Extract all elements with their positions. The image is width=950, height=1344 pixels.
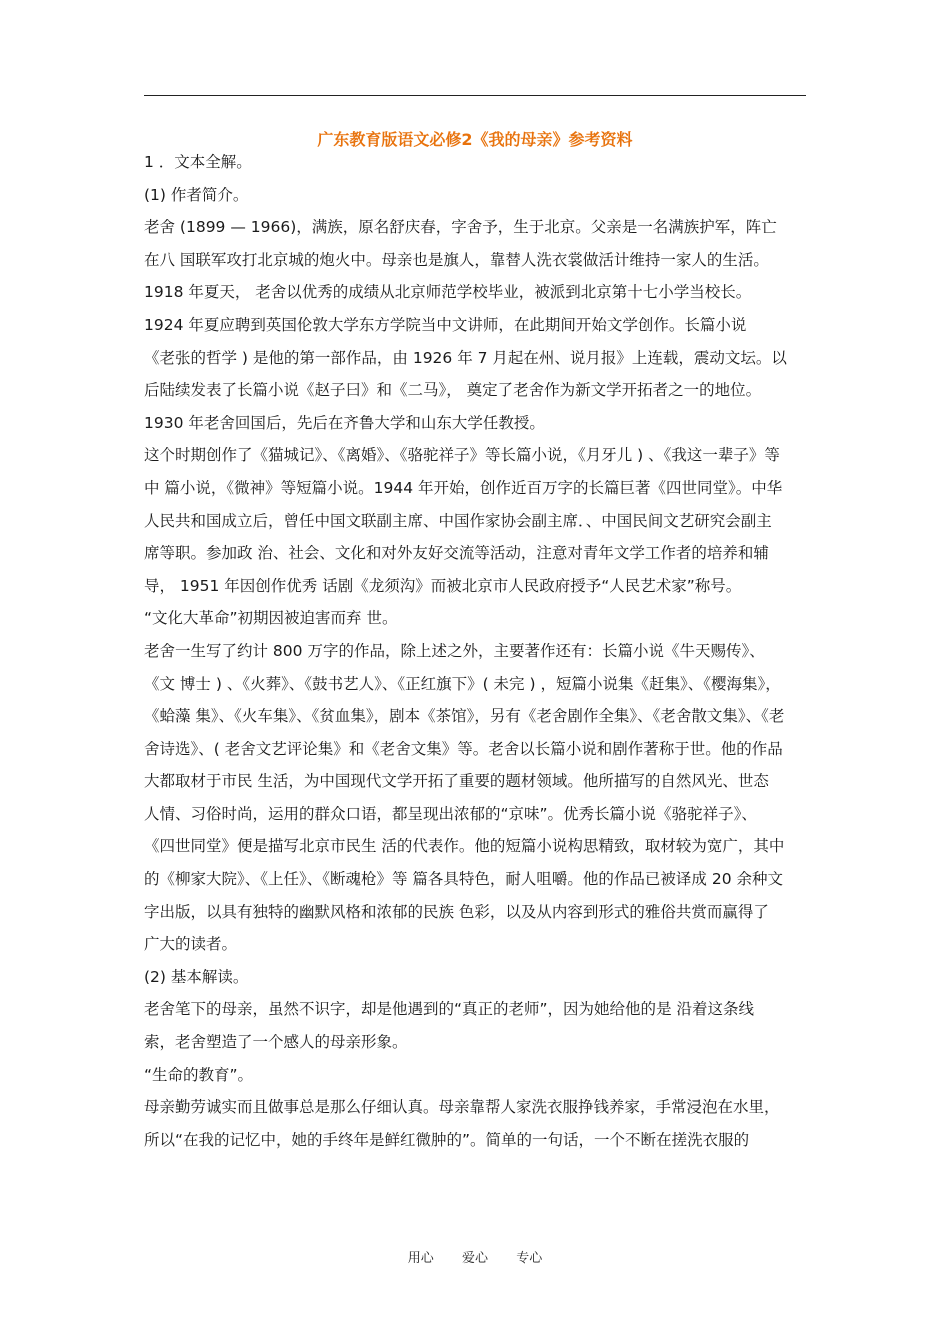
body-line: 这个时期创作了《猫城记》、《离婚》、《骆驼祥子》等长篇小说，《月牙儿 ) 、《我这一辈子》等 xyxy=(144,446,780,465)
body-line: “文化大革命”初期因被迫害而弃 世。 xyxy=(144,609,398,628)
body-line: 所以“在我的记忆中，她的手终年是鲜红微肿的”。简单的一句话，一个不断在搓洗衣服的 xyxy=(144,1130,750,1149)
body-line: 老舍一生写了约计 800 万字的作品，除上述之外，主要著作还有：长篇小说《牛天赐传》、 xyxy=(144,641,765,660)
header-rule xyxy=(144,95,806,96)
body-line: 字出版，以具有独特的幽默风格和浓郁的民族 色彩，以及从内容到形式的雅俗共赏而赢得了 xyxy=(144,902,769,921)
body-line: 舍诗选》、( 老舍文艺评论集》和《老舍文集》等。老舍以长篇小说和剧作著称于世。他的作品 xyxy=(144,739,783,758)
body-line: “生命的教育”。 xyxy=(144,1065,254,1084)
body-line: (2) 基本解读。 xyxy=(144,967,249,986)
body-line: 人情、习俗时尚，运用的群众口语，都呈现出浓郁的“京味”。优秀长篇小说《骆驼祥子》、 xyxy=(144,804,757,823)
body-line: 1930 年老舍回国后，先后在齐鲁大学和山东大学任教授。 xyxy=(144,413,545,432)
body-line: 《四世同堂》便是描写北京市民生 活的代表作。他的短篇小说构思精致，取材较为宽广，其中 xyxy=(144,837,785,856)
body-line: 广大的读者。 xyxy=(144,935,238,954)
body-line: 1918 年夏天， 老舍以优秀的成绩从北京师范学校毕业，被派到北京第十七小学当校长。 xyxy=(144,283,752,302)
body-line: 人民共和国成立后，曾任中国文联副主席、中国作家协会副主席．、中国民间文艺研究会副主 xyxy=(144,511,772,530)
body-line: 的《柳家大院》、《上任》、《断魂枪》等 篇各具特色，耐人咀嚼。他的作品已被译成 20 余种文 xyxy=(144,870,784,889)
document-body xyxy=(144,146,809,1156)
body-line: 索，老舍塑造了一个感人的母亲形象。 xyxy=(144,1033,408,1052)
body-line: 大都取材于市民 生活，为中国现代文学开拓了重要的题材领域。他所描写的自然风光、世态 xyxy=(144,772,769,791)
body-line: 老舍笔下的母亲，虽然不识字，却是他遇到的“真正的老师”，因为她给他的是 沿着这条线 xyxy=(144,1000,754,1019)
body-line: 导， 1951 年因创作优秀 话剧《龙须沟》而被北京市人民政府授予“人民艺术家”称号。 xyxy=(144,576,742,595)
body-line: 母亲勤劳诚实而且做事总是那么仔细认真。母亲靠帮人家洗衣服挣钱养家，手常浸泡在水里， xyxy=(144,1098,780,1117)
body-line: 1924 年夏应聘到英国伦敦大学东方学院当中文讲师，在此期间开始文学创作。长篇小说 xyxy=(144,315,747,334)
document-title: 广东教育版语文必修2《我的母亲》参考资料 xyxy=(317,130,633,149)
body-line: 席等职。参加政 治、社会、文化和对外友好交流等活动，注意对青年文学工作者的培养和辅 xyxy=(144,544,769,563)
body-line: 1 ．文本全解。 xyxy=(144,153,252,171)
body-line: 《老张的哲学 ) 是他的第一部作品，由 1926 年 7 月起在州、说月报》上连载，震动文坛。以 xyxy=(144,348,787,367)
body-line: 《蛤藻 集》、《火车集》、《贫血集》，剧本《茶馆》，另有《老舍剧作全集》、《老舍散文集》、《老 xyxy=(144,707,785,726)
body-line: 在八 国联军攻打北京城的炮火中。母亲也是旗人，靠替人洗衣裳做活计维持一家人的生活。 xyxy=(144,250,769,269)
body-line: (1) 作者简介。 xyxy=(144,185,249,204)
body-line: 老舍 (1899 — 1966)，满族，原名舒庆春，字舍予，生于北京。父亲是一名满族护军，阵亡 xyxy=(144,218,777,237)
body-line: 《文 博士 ) 、《火葬》、《鼓书艺人》、《正红旗下》( 未完 ) ，短篇小说集《赶集》、《樱海集》， xyxy=(144,674,781,693)
body-line: 后陆续发表了长篇小说《赵子曰》和《二马》， 奠定了老舍作为新文学开拓者之一的地位。 xyxy=(144,381,762,400)
page-footer: 用心 爱心 专心 xyxy=(407,1251,543,1266)
body-line: 中 篇小说，《微神》等短篇小说。1944 年开始，创作近百万字的长篇巨著《四世同堂》。中华 xyxy=(144,478,783,497)
